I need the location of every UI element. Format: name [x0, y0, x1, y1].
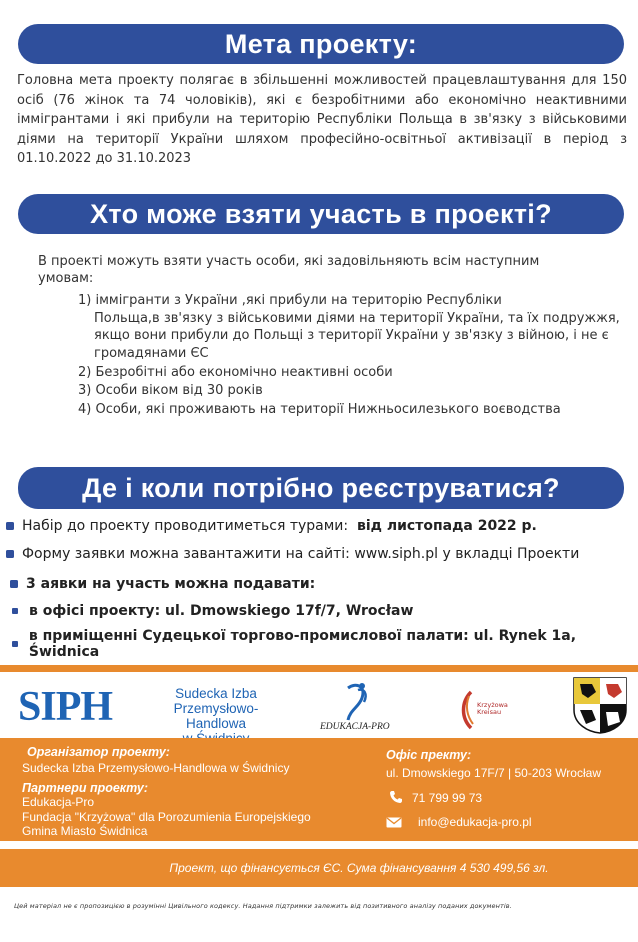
- office-address: ul. Dmowskiego 17F/7 | 50-203 Wrocław: [386, 766, 601, 780]
- bullet-icon: [12, 641, 18, 647]
- criterion-item: 3) Особи віком від 30 років: [78, 383, 263, 398]
- apply-line: [10, 576, 315, 592]
- criterion-item: 2) Безробітні або економічно неактивні особи: [78, 365, 393, 380]
- goal-text: Головна мета проекту полягає в збільшенні можливостей працевлаштування для 150 осіб (76 жінок та 74 чоловіків), які є безробітними або економічно неактивними іммігрантами і які прибули на територію Республіки Польща в зв'язку з військовими діями на території України шляхом професійно-освітньої активізації в період з 01.10.2022 до 31.10.2023: [17, 73, 627, 166]
- participants-intro: В проекті можуть взяти участь особи, які задовільняють всім наступним умовам:: [38, 254, 540, 286]
- siph-line: Sudecka Izba: [175, 686, 257, 701]
- bullet-icon: [6, 522, 14, 530]
- office-label: Офіс пректу:: [386, 748, 472, 762]
- krzyzowa-text: [477, 702, 507, 716]
- funding-band: [0, 849, 638, 887]
- criterion-text: 1) іммігранти з України ,які прибули на територію Республіки: [78, 293, 502, 308]
- participants-heading: Хто може взяти участь в проекті?: [18, 194, 624, 234]
- partner-item: Gmina Miasto Świdnica: [22, 824, 148, 838]
- place-text: в приміщенні Судецької торгово-промислової палати: ul. Rynek 1a, Świdnica: [28, 628, 577, 660]
- form-text: Форму заявки можна завантажити на сайті: www.siph.pl у вкладці Проекти: [22, 546, 580, 562]
- contact-panel: [0, 738, 638, 841]
- funding-text: Проект, що фінансується ЄС. Сума фінансування 4 530 499,56 зл.: [169, 861, 549, 875]
- organizer-label: Організатор проекту:: [27, 745, 170, 759]
- bullet-icon: [10, 580, 18, 588]
- partner-logos: [0, 672, 638, 738]
- swidnica-crest-icon: [572, 676, 628, 734]
- registration-heading: Де і коли потрібно реєструватися?: [18, 467, 624, 509]
- partner-item: Edukacja-Pro: [22, 795, 95, 809]
- email-address[interactable]: info@edukacja-pro.pl: [418, 815, 532, 829]
- phone-icon: [389, 790, 403, 804]
- bullet-icon: [6, 550, 14, 558]
- krzyzowa-line: Krzyżowa: [477, 701, 508, 709]
- disclaimer-text: Цей матеріал не є пропозицією в розумінні Цивільного кодексу. Надання підтримки залежить від позитивного аналізу поданих документів.: [14, 902, 512, 910]
- place-text: в офісі проекту: ul. Dmowskiego 17f/7, Wrocław: [29, 603, 414, 619]
- recruitment-line: [6, 518, 537, 534]
- footer-divider: [0, 665, 638, 672]
- recruitment-text: Набір до проекту проводитиметься турами:: [22, 518, 358, 534]
- email-icon: [386, 817, 402, 828]
- form-line: [6, 546, 579, 562]
- criterion-item: 4) Особи, які проживають на території Нижньосилезького воєводства: [78, 402, 561, 417]
- goal-heading: Мета проекту:: [18, 24, 624, 64]
- edukacja-pro-text: EDUKACJA-PRO: [320, 722, 390, 732]
- bullet-icon: [12, 608, 18, 614]
- siph-line: Przemysłowo-Handlowa: [173, 701, 259, 731]
- organizer-name: Sudecka Izba Przemysłowo-Handlowa w Świdnicy: [22, 761, 290, 775]
- phone-number[interactable]: 71 799 99 73: [412, 791, 483, 805]
- siph-logo: SIPH: [18, 684, 113, 730]
- partner-item: Fundacja "Krzyżowa" dla Porozumienia Europejskiego: [22, 809, 311, 824]
- partners-label: Партнери проекту:: [22, 781, 149, 795]
- criterion-text-continued: Польща,в зв'язку з військовими діями на території України, та їх подружжя, якщо вони прибули до Польщі з території України у зв'язку з війною, і не є громадянами ЄС: [94, 310, 620, 361]
- place-item: [12, 628, 638, 660]
- place-item: [12, 603, 413, 619]
- recruitment-date: від листопада 2022 р.: [357, 518, 537, 534]
- siph-logo-text: [160, 686, 272, 746]
- partners-list: [22, 795, 311, 839]
- criterion-item: [78, 292, 638, 362]
- apply-text: 3 аявки на участь можна подавати:: [26, 576, 316, 592]
- krzyzowa-line: Kreisau: [477, 708, 502, 716]
